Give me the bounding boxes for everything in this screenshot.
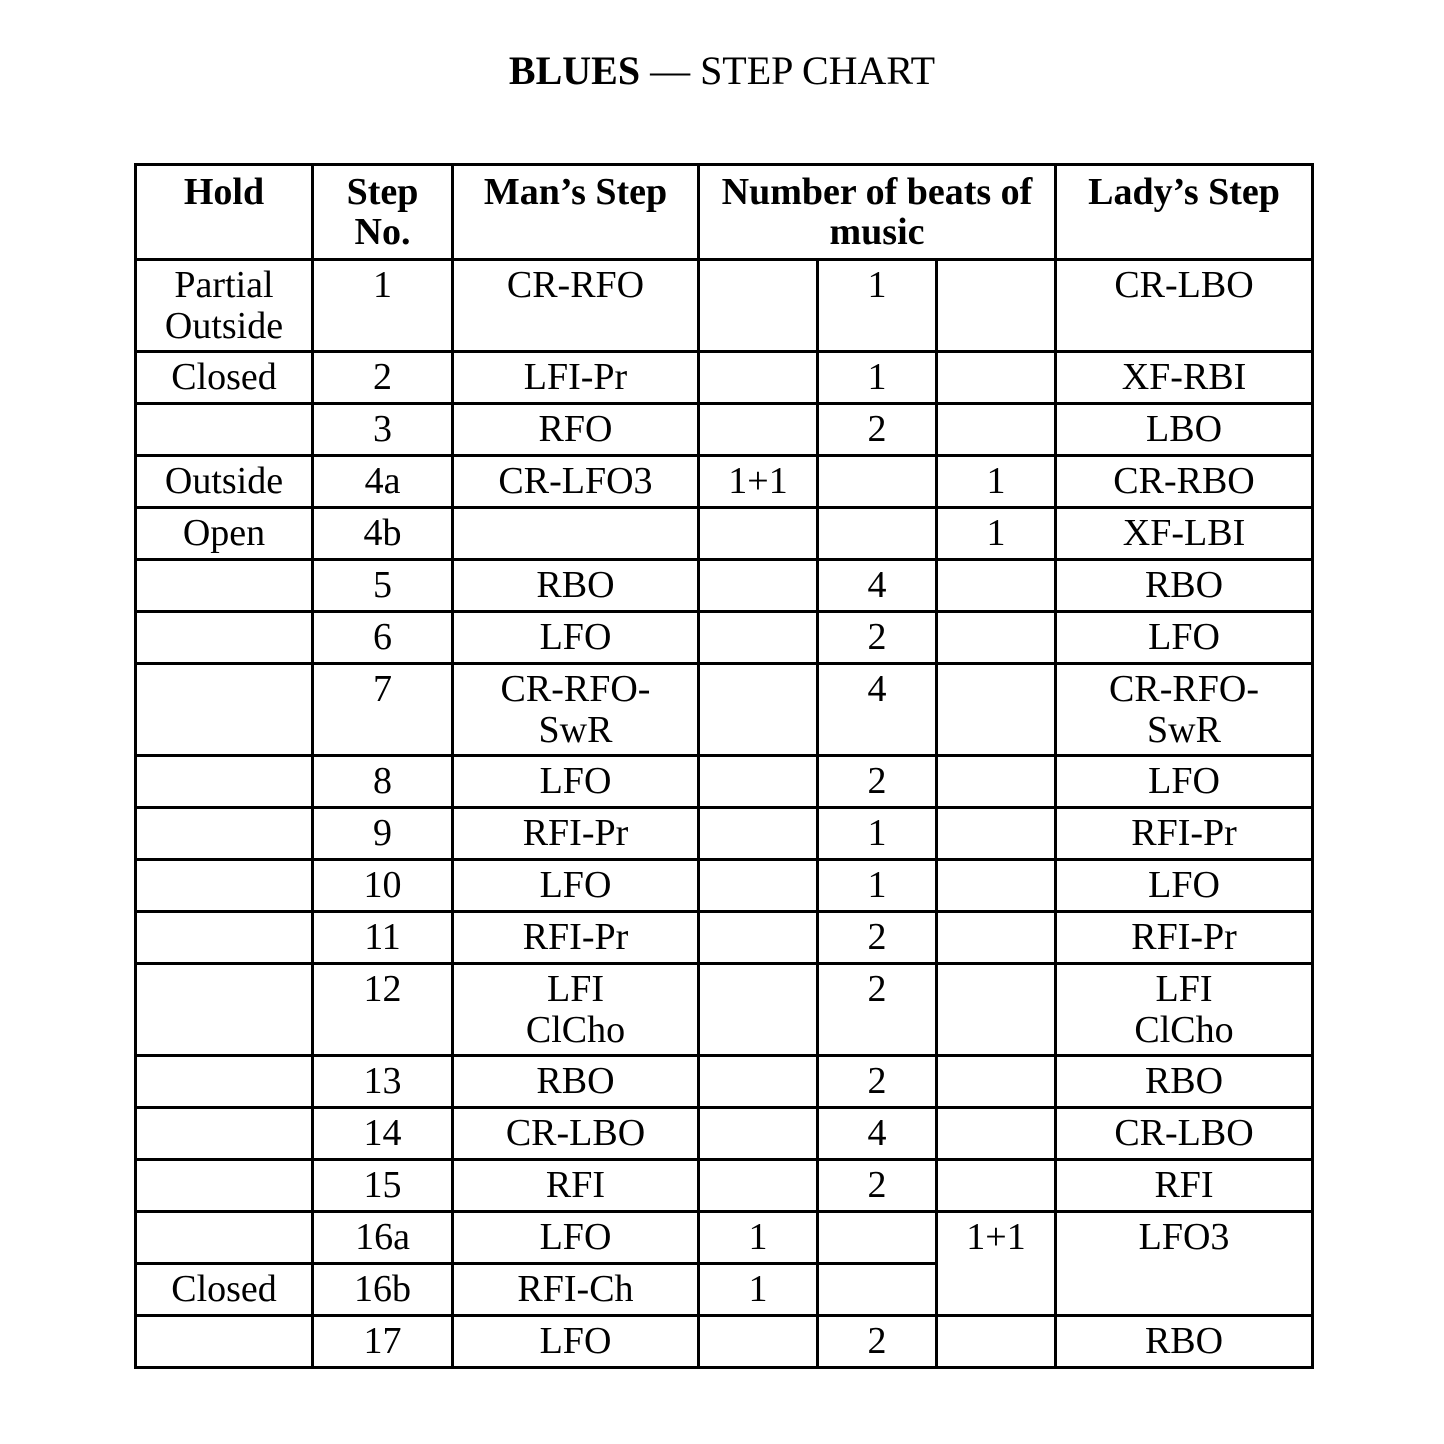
mans-step-cell <box>453 1108 699 1160</box>
table-body <box>136 260 1313 1368</box>
ladys-step-cell-line1: CR-LBO <box>1114 1112 1254 1154</box>
step-no-cell <box>313 1264 453 1316</box>
step-no-cell <box>313 612 453 664</box>
hold-cell <box>136 1056 313 1108</box>
beats-col3-cell <box>937 964 1056 1056</box>
beats-col2-cell <box>818 1316 937 1368</box>
beats-col3-cell <box>937 1212 1056 1316</box>
title-subtitle: STEP CHART <box>700 48 936 93</box>
table-row <box>136 352 1313 404</box>
step-no-cell <box>313 1056 453 1108</box>
table-row <box>136 1316 1313 1368</box>
beats-col3-cell <box>937 912 1056 964</box>
ladys-step-cell-line1: LFO <box>1148 760 1220 802</box>
step-no-cell-line1: 13 <box>363 1060 402 1102</box>
beats-col2-cell-line1: 4 <box>867 564 887 606</box>
page-title <box>0 46 1444 96</box>
ladys-step-cell <box>1056 508 1313 560</box>
beats-col2-cell <box>818 508 937 560</box>
step-no-cell-line1: 4b <box>363 512 402 554</box>
beats-col2-cell <box>818 808 937 860</box>
beats-col2-cell <box>818 1160 937 1212</box>
mans-step-cell <box>453 1316 699 1368</box>
ladys-step-cell-line1: RBO <box>1144 564 1224 606</box>
beats-col2-cell-line1: 1 <box>867 812 887 854</box>
ladys-step-cell <box>1056 456 1313 508</box>
step-no-cell-line1: 10 <box>363 864 402 906</box>
table-row <box>136 808 1313 860</box>
beats-col2-cell <box>818 912 937 964</box>
beats-col3-cell <box>937 1056 1056 1108</box>
beats-col3-cell <box>937 808 1056 860</box>
header-step-no-line1: Step <box>346 171 419 213</box>
table-row <box>136 1160 1313 1212</box>
step-chart-table <box>134 163 1314 1369</box>
step-no-cell <box>313 756 453 808</box>
step-no-cell <box>313 1160 453 1212</box>
beats-col2-cell-line1: 1 <box>867 864 887 906</box>
mans-step-cell <box>453 1264 699 1316</box>
ladys-step-cell-line1: RBO <box>1144 1320 1224 1362</box>
title-dash: — <box>650 48 691 93</box>
ladys-step-cell-line2: SwR <box>1147 709 1221 751</box>
ladys-step-cell <box>1056 560 1313 612</box>
step-no-cell <box>313 664 453 756</box>
ladys-step-cell-line1: CR-LBO <box>1114 264 1254 306</box>
beats-col2-cell <box>818 1108 937 1160</box>
mans-step-cell <box>453 860 699 912</box>
beats-col2-cell <box>818 352 937 404</box>
mans-step-cell <box>453 964 699 1056</box>
table-row <box>136 912 1313 964</box>
beats-col1-cell <box>699 808 818 860</box>
mans-step-cell-line1: RFO <box>538 408 613 450</box>
header-hold: Hold <box>136 165 313 260</box>
beats-col2-cell <box>818 664 937 756</box>
step-no-cell-line1: 11 <box>364 916 401 958</box>
ladys-step-cell-line1: LFO <box>1148 864 1220 906</box>
beats-col1-cell-line1: 1+1 <box>728 460 788 502</box>
ladys-step-cell <box>1056 404 1313 456</box>
step-no-cell-line1: 15 <box>363 1164 402 1206</box>
step-no-cell <box>313 404 453 456</box>
ladys-step-cell <box>1056 964 1313 1056</box>
beats-col1-cell <box>699 612 818 664</box>
ladys-step-cell-line1: CR-RBO <box>1113 460 1255 502</box>
mans-step-cell <box>453 756 699 808</box>
table-row <box>136 664 1313 756</box>
beats-col1-cell <box>699 664 818 756</box>
mans-step-cell-line2: SwR <box>538 709 613 751</box>
mans-step-cell-line1: LFO <box>539 864 612 906</box>
beats-col3-cell <box>937 456 1056 508</box>
beats-col1-cell <box>699 912 818 964</box>
beats-col1-cell <box>699 1056 818 1108</box>
mans-step-cell-line1: CR-LBO <box>505 1112 646 1154</box>
table-row <box>136 404 1313 456</box>
mans-step-cell-line1: LFO <box>539 616 612 658</box>
table-row <box>136 964 1313 1056</box>
beats-col1-cell <box>699 352 818 404</box>
beats-col1-cell <box>699 1264 818 1316</box>
mans-step-cell <box>453 808 699 860</box>
beats-col3-cell-line1: 1+1 <box>966 1216 1026 1258</box>
table-row <box>136 260 1313 352</box>
ladys-step-cell <box>1056 808 1313 860</box>
mans-step-cell-line1: CR-RFO <box>506 264 645 306</box>
step-no-cell-line1: 9 <box>373 812 392 854</box>
ladys-step-cell <box>1056 260 1313 352</box>
header-step-no <box>313 165 453 260</box>
ladys-step-cell-line1: RFI <box>1154 1164 1214 1206</box>
table-row <box>136 1108 1313 1160</box>
ladys-step-cell <box>1056 352 1313 404</box>
beats-col2-cell-line1: 1 <box>867 356 887 398</box>
hold-cell <box>136 664 313 756</box>
mans-step-cell-line1: RFI-Pr <box>522 916 629 958</box>
mans-step-cell <box>453 456 699 508</box>
table-row <box>136 560 1313 612</box>
mans-step-cell-line1: RBO <box>536 1060 615 1102</box>
beats-col2-cell <box>818 612 937 664</box>
mans-step-cell-line1: LFO <box>539 760 612 802</box>
table-row <box>136 612 1313 664</box>
hold-cell <box>136 560 313 612</box>
mans-step-cell-line1: CR-RFO- <box>500 668 651 710</box>
mans-step-cell <box>453 260 699 352</box>
beats-col3-cell <box>937 756 1056 808</box>
beats-col2-cell <box>818 1056 937 1108</box>
ladys-step-cell <box>1056 1212 1313 1316</box>
title-dance-name: BLUES <box>508 48 641 93</box>
step-no-cell <box>313 964 453 1056</box>
hold-cell <box>136 912 313 964</box>
mans-step-cell <box>453 912 699 964</box>
beats-col2-cell-line1: 2 <box>867 616 887 658</box>
beats-col3-cell <box>937 1316 1056 1368</box>
mans-step-cell <box>453 1212 699 1264</box>
beats-col2-cell-line1: 2 <box>867 916 887 958</box>
hold-cell-line2: Outside <box>164 305 284 347</box>
beats-col1-cell <box>699 756 818 808</box>
ladys-step-cell-line1: LFI <box>1155 968 1213 1010</box>
step-no-cell-line1: 16a <box>355 1216 410 1258</box>
step-no-cell-line1: 1 <box>373 264 392 306</box>
beats-col2-cell <box>818 1212 937 1264</box>
beats-col1-cell <box>699 260 818 352</box>
step-no-cell-line1: 12 <box>363 968 402 1010</box>
mans-step-cell <box>453 664 699 756</box>
hold-cell-line1: Closed <box>171 1268 277 1310</box>
beats-col1-cell <box>699 404 818 456</box>
step-no-cell <box>313 456 453 508</box>
step-no-cell <box>313 912 453 964</box>
beats-col1-cell <box>699 1212 818 1264</box>
hold-cell <box>136 756 313 808</box>
ladys-step-cell-line1: CR-RFO- <box>1109 668 1259 710</box>
ladys-step-cell-line1: LFO3 <box>1138 1216 1230 1258</box>
mans-step-cell-line1: LFO <box>539 1216 612 1258</box>
hold-cell <box>136 1160 313 1212</box>
beats-col2-cell-line1: 2 <box>867 760 887 802</box>
ladys-step-cell-line1: XF-RBI <box>1121 356 1247 398</box>
beats-col1-cell-line1: 1 <box>748 1216 768 1258</box>
header-beats: Number of beats of music <box>699 165 1056 260</box>
hold-cell <box>136 260 313 352</box>
beats-col3-cell <box>937 352 1056 404</box>
beats-col3-cell <box>937 612 1056 664</box>
step-no-cell-line1: 4a <box>364 460 401 502</box>
hold-cell-line1: Closed <box>171 356 277 398</box>
beats-col3-cell <box>937 508 1056 560</box>
beats-col1-cell-line1: 1 <box>748 1268 768 1310</box>
mans-step-cell-line1: RBO <box>536 564 615 606</box>
beats-col1-cell <box>699 456 818 508</box>
mans-step-cell <box>453 1056 699 1108</box>
step-no-cell-line1: 7 <box>373 668 392 710</box>
beats-col1-cell <box>699 508 818 560</box>
ladys-step-cell <box>1056 1108 1313 1160</box>
beats-col2-cell-line1: 1 <box>867 264 887 306</box>
hold-cell-line1: Partial <box>174 264 274 306</box>
table-row <box>136 1056 1313 1108</box>
beats-col1-cell <box>699 1316 818 1368</box>
table-row <box>136 508 1313 560</box>
step-no-cell <box>313 508 453 560</box>
step-no-cell-line1: 16b <box>354 1268 411 1310</box>
beats-col3-cell <box>937 1160 1056 1212</box>
hold-cell <box>136 456 313 508</box>
step-no-cell-line1: 8 <box>373 760 392 802</box>
step-no-cell <box>313 808 453 860</box>
mans-step-cell-line1: RFI-Pr <box>522 812 629 854</box>
beats-col2-cell <box>818 860 937 912</box>
ladys-step-cell <box>1056 912 1313 964</box>
hold-cell <box>136 1108 313 1160</box>
beats-col2-cell <box>818 756 937 808</box>
beats-col1-cell <box>699 560 818 612</box>
step-no-cell-line1: 3 <box>373 408 392 450</box>
step-no-cell <box>313 260 453 352</box>
mans-step-cell <box>453 352 699 404</box>
ladys-step-cell <box>1056 612 1313 664</box>
header-ladys-step: Lady’s Step <box>1056 165 1313 260</box>
ladys-step-cell-line2: ClCho <box>1134 1009 1234 1051</box>
hold-cell-line1: Outside <box>164 460 284 502</box>
ladys-step-cell <box>1056 756 1313 808</box>
ladys-step-cell <box>1056 1160 1313 1212</box>
mans-step-cell-line1: CR-LFO3 <box>498 460 653 502</box>
beats-col2-cell-line1: 4 <box>867 668 887 710</box>
mans-step-cell <box>453 560 699 612</box>
beats-col2-cell <box>818 404 937 456</box>
beats-col2-cell-line1: 2 <box>867 968 887 1010</box>
beats-col2-cell-line1: 2 <box>867 1164 887 1206</box>
beats-col1-cell <box>699 1108 818 1160</box>
step-no-cell <box>313 860 453 912</box>
hold-cell <box>136 508 313 560</box>
step-no-cell-line1: 5 <box>373 564 392 606</box>
hold-cell <box>136 964 313 1056</box>
ladys-step-cell <box>1056 1316 1313 1368</box>
ladys-step-cell <box>1056 860 1313 912</box>
hold-cell <box>136 1264 313 1316</box>
beats-col3-cell <box>937 860 1056 912</box>
table-row <box>136 456 1313 508</box>
hold-cell <box>136 352 313 404</box>
mans-step-cell <box>453 508 699 560</box>
ladys-step-cell-line1: RFI-Pr <box>1131 916 1237 958</box>
step-no-cell <box>313 1316 453 1368</box>
beats-col2-cell <box>818 964 937 1056</box>
hold-cell <box>136 860 313 912</box>
mans-step-cell-line1: LFO <box>539 1320 612 1362</box>
beats-col3-cell <box>937 1108 1056 1160</box>
beats-col3-cell <box>937 260 1056 352</box>
ladys-step-cell-line1: RFI-Pr <box>1131 812 1237 854</box>
mans-step-cell <box>453 612 699 664</box>
table-row <box>136 756 1313 808</box>
header-step-no-line2: No. <box>354 211 411 253</box>
hold-cell <box>136 1316 313 1368</box>
beats-col1-cell <box>699 964 818 1056</box>
step-no-cell <box>313 1212 453 1264</box>
beats-col3-cell <box>937 664 1056 756</box>
step-no-cell-line1: 6 <box>373 616 392 658</box>
mans-step-cell-line1: LFI <box>547 968 604 1010</box>
hold-cell-line1: Open <box>182 512 266 554</box>
mans-step-cell-line1: RFI <box>545 1164 606 1206</box>
beats-col3-cell <box>937 404 1056 456</box>
beats-col2-cell-line1: 2 <box>867 408 887 450</box>
hold-cell <box>136 808 313 860</box>
step-no-cell <box>313 352 453 404</box>
beats-col3-cell <box>937 560 1056 612</box>
beats-col3-cell-line1: 1 <box>986 460 1006 502</box>
beats-col2-cell-line1: 4 <box>867 1112 887 1154</box>
mans-step-cell-line1: RFI-Ch <box>517 1268 634 1310</box>
hold-cell <box>136 404 313 456</box>
ladys-step-cell <box>1056 664 1313 756</box>
mans-step-cell-line1: LFI-Pr <box>523 356 628 398</box>
beats-col3-cell-line1: 1 <box>986 512 1006 554</box>
beats-col2-cell <box>818 456 937 508</box>
ladys-step-cell-line1: XF-LBI <box>1122 512 1246 554</box>
beats-col2-cell-line1: 2 <box>867 1320 887 1362</box>
ladys-step-cell <box>1056 1056 1313 1108</box>
ladys-step-cell-line1: LFO <box>1148 616 1220 658</box>
step-no-cell-line1: 17 <box>363 1320 402 1362</box>
table-row <box>136 1212 1313 1264</box>
beats-col2-cell <box>818 560 937 612</box>
hold-cell <box>136 612 313 664</box>
mans-step-cell <box>453 404 699 456</box>
step-no-cell-line1: 14 <box>363 1112 402 1154</box>
step-no-cell-line1: 2 <box>373 356 392 398</box>
header-mans-step: Man’s Step <box>453 165 699 260</box>
hold-cell <box>136 1212 313 1264</box>
step-no-cell <box>313 1108 453 1160</box>
table-row <box>136 860 1313 912</box>
mans-step-cell-line2: ClCho <box>525 1009 626 1051</box>
ladys-step-cell-line1: LBO <box>1146 408 1223 450</box>
beats-col1-cell <box>699 860 818 912</box>
mans-step-cell <box>453 1160 699 1212</box>
header-row <box>136 165 1313 260</box>
beats-col2-cell-line1: 2 <box>867 1060 887 1102</box>
ladys-step-cell-line1: RBO <box>1144 1060 1224 1102</box>
beats-col2-cell <box>818 260 937 352</box>
step-no-cell <box>313 560 453 612</box>
beats-col1-cell <box>699 1160 818 1212</box>
beats-col2-cell <box>818 1264 937 1316</box>
